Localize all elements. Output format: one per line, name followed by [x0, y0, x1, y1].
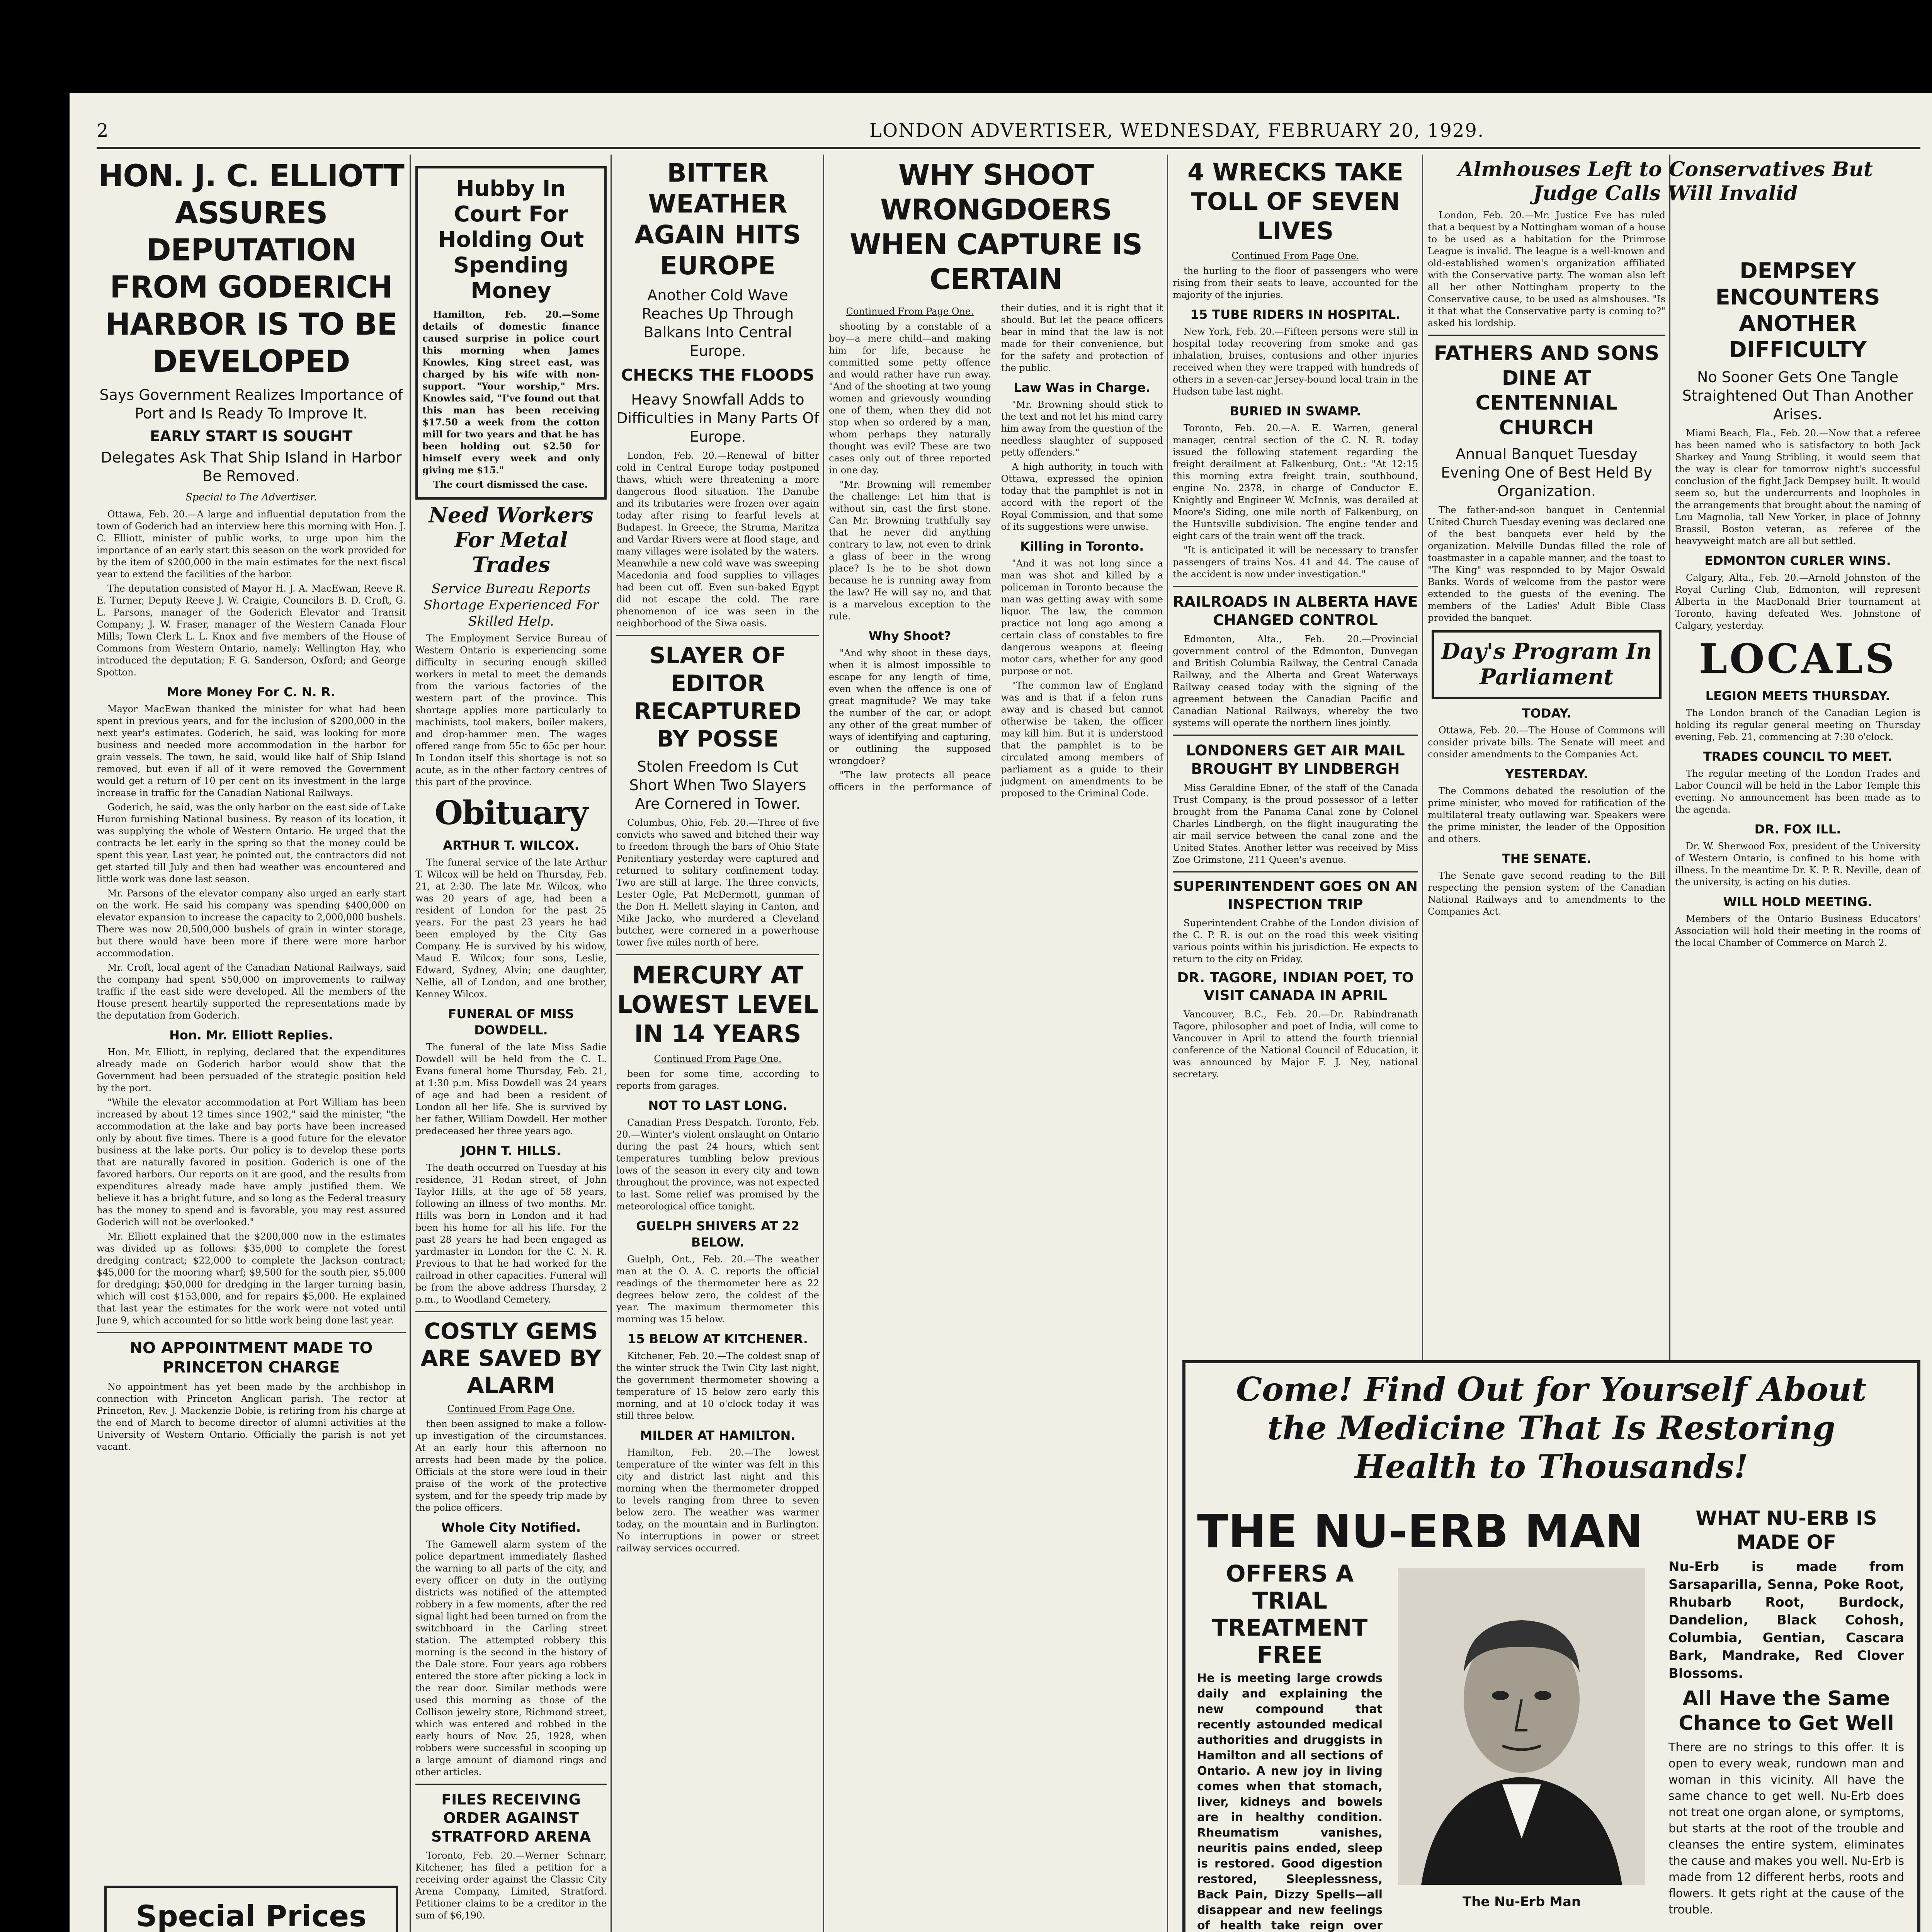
elliott-deck: Says Government Realizes Importance of Port and Is Ready To Improve It.: [99, 386, 403, 422]
masthead-rule: [97, 147, 1920, 149]
mercury-headline: MERCURY AT LOWEST LEVEL IN 14 YEARS: [617, 961, 818, 1048]
article-paragraph: Hamilton, Feb. 20.—The lowest temperature of the winter was felt in this city and district last night and this morning when the thermometer dropped to levels ranging from three to seven below zero. The weather was warmer today, on the mountain and in Burlington. No interruptions in power or street railway services occurred.: [616, 1447, 819, 1554]
subhead: TRADES COUNCIL TO MEET.: [1703, 749, 1893, 764]
divider: [1173, 871, 1418, 872]
column-rule: [1167, 155, 1168, 1932]
wrecks-headline: 4 WRECKS TAKE TOLL OF SEVEN LIVES: [1187, 158, 1403, 245]
article-paragraph: Toronto, Feb. 20.—A. E. Warren, general manager, central section of the C. N. R. today issued the following statement regarding the freight derailment at Falkenburg, Ont.: "At 12:15 this morning extra freight train, southbound, engine No. 2378, in charge of Conductor E. Knightly and Engineer W. McInnis, was derailed at Moore's Siding, one mile north of Falkenburg, on the Huntsville subdivision. The engine tender and eight cars of the train went off the track.: [1173, 423, 1418, 541]
shoot-article: [829, 302, 1163, 799]
subhead: 15 BELOW AT KITCHENER.: [628, 1332, 808, 1346]
page-number: 2: [97, 120, 109, 141]
article-paragraph: Toronto, Feb. 20.—Werner Schnarr, Kitchener, has filed a petition for a receiving order against the Classic City Arena Company, Limited, Stratford. Petitioner claims to be a creditor in the sum of $6,190.: [415, 1850, 607, 1921]
divider: [415, 1311, 607, 1312]
masthead: [97, 120, 1920, 143]
nuerb-right-body: There are no strings to this offer. It is open to every weak, rundown man and woman in this vicinity. All have the same chance to get well. Nu-Erb does not treat one organ alone, or symptoms, but starts at the root of the trouble and cleanses the entire system, eliminates the cause and makes you well. Nu-Erb is made from 12 different herbs, roots and flowers. It gets right at the cause of the trouble.: [1668, 1741, 1904, 1917]
article-paragraph: London, Feb. 20.—Renewal of bitter cold in Central Europe today postponed thaws, which were threatening a more dangerous flood situation. The Danube and its tributaries were frozen over again today after rising to fearful levels at Budapest. In Greece, the Struma, Maritza and Vardar Rivers were at flood stage, and many villages were isolated by the waters. Meanwhile a new cold wave was sweeping Macedonia and food supplies to villages had been cut off. Even sun-baked Egypt did not escape the cold. The rare phenomenon of ice was seen in the neighborhood of the Siwa oasis.: [616, 450, 819, 629]
article-paragraph: Hon. Mr. Elliott, in replying, declared that the expenditures already made on Goderich harbor would show that the Government had been persuaded of the strategic position held by the port.: [97, 1047, 406, 1094]
article-paragraph: "Mr. Browning should stick to the text and not let his mind carry him away from the question of the needless slaughter of supposed petty offenders.": [1001, 399, 1163, 458]
divider: [1173, 735, 1418, 736]
article-paragraph: The funeral service of the late Arthur T. Wilcox will be held on Thursday, Feb. 21, at 2:30. The late Mr. Wilcox, who was 20 years of age, had been a resident of London for the past 25 years. For the past 23 years he had been employed by the City Gas Company. He is survived by his widow, Maud E. Wilcox; four sons, Leslie, Edward, Sydney, Alvin; one daughter, Nellie, all of London, and one brother, Kenney Wilcox.: [415, 857, 607, 1000]
nuerb-headline: Come! Find Out for Yourself About the Medicine That Is Restoring Health to Thousands!: [1236, 1370, 1867, 1486]
elliott-deck-3: Delegates Ask That Ship Island in Harbor Be Removed.: [100, 449, 402, 485]
article-paragraph: Mayor MacEwan thanked the minister for what had been spent in previous years, and for the inclusion of $200,000 in the next year's estimates. Goderich, he said, was looking for more business and needed more accommodation in the harbor for grain vessels. The town, he said, would like half of Ship Island removed, but even if all of it were removed the Government would get a return of 10 per cent on its investment in the large increase in traffic for the Canadian National Railways.: [97, 704, 406, 798]
workers-deck: Service Bureau Reports Shortage Experienced For Skilled Help.: [423, 581, 599, 629]
article-paragraph: The death occurred on Tuesday at his residence, 31 Redan street, of John Taylor Hills, at the age of 58 years, following an illness of two months. Mr. Hills was born in London and it had been his home for all his life. For the past 28 years he had been engaged as yardmaster in London for the C. N. R. Previous to that he had worked for the railroad in other capacities. Funeral will be from the above address Thursday, 2 p.m., to Woodland Cemetery.: [415, 1162, 607, 1305]
air-mail-headline: LONDONERS GET AIR MAIL BROUGHT BY LINDBERGH: [1186, 742, 1405, 777]
subhead: TODAY.: [1522, 706, 1571, 721]
article-paragraph: No appointment has yet been made by the archbishop in connection with Princeton Anglican parish. The rector at Princeton, Rev. J. Mackenzie Dobie, is retiring from his charge at the end of March to become director of alumni activities at the University of Western Ontario. Officially the parish is not yet vacant.: [97, 1381, 406, 1452]
subhead: YESTERDAY.: [1505, 767, 1588, 781]
article-paragraph: Miami Beach, Fla., Feb. 20.—Now that a referee has been named who is satisfactory to both Jack Sharkey and Young Stribling, it would seem that the way is clear for tomorrow night's successful conclusion of the fight Jack Dempsey built. It would seem so, but the undercurrents and loopholes in the arrangements that brought about the naming of Lou Magnolia, tall New Yorker, in place of Johnny Brassil, Boston veteran, as referee of the heavyweight match are all but settled.: [1675, 428, 1920, 546]
weather-headline: BITTER WEATHER AGAIN HITS EUROPE: [634, 158, 801, 281]
princeton-headline: NO APPOINTMENT MADE TO PRINCETON CHARGE: [129, 1339, 373, 1376]
article-paragraph: Superintendent Crabbe of the London division of the C. P. R. is out on the road this week visiting various points within his jurisdiction. He expects to return to the city on Friday.: [1173, 918, 1418, 964]
article-paragraph: "And it was not long since a man was shot and killed by a policeman in Toronto because the man was getting away with some liquor. The law, the common practice not long ago among a certain class of constables to fire dangerous weapons at fleeing motor cars, whether for any good purpose or not.: [1001, 558, 1163, 677]
article-paragraph: New York, Feb. 20.—Fifteen persons were still in hospital today recovering from smoke and gas inhalation, bruises, contusions and other injuries received when they were trapped with hundreds of others in a seven-car Jersey-bound local train in the Hudson tube last night.: [1173, 326, 1418, 397]
column-5: [1173, 155, 1418, 1352]
article-paragraph: Miss Geraldine Ebner, of the staff of the Canada Trust Company, is the proud possessor of a letter brought from the Panama Canal zone by Colonel Charles Lindbergh, on the flight inaugurating the air mail service between the canal zone and the United States. Another letter was received by Miss Zoe Grimstone, 211 Queen's avenue.: [1173, 782, 1418, 865]
subhead: DR. FOX ILL.: [1754, 822, 1841, 837]
divider: [97, 1332, 406, 1333]
portrait-image: [1398, 1568, 1645, 1885]
column-1: [97, 155, 406, 1932]
nuerb-offer: OFFERS A TRIAL TREATMENT FREE: [1212, 1560, 1368, 1668]
hubby-box: [415, 166, 607, 500]
subhead: 15 TUBE RIDERS IN HOSPITAL.: [1190, 307, 1401, 322]
article-paragraph: Dr. W. Sherwood Fox, president of the University of Western Ontario, is confined to his home with illness. In the meantime Dr. K. P. R. Neville, dean of the university, is acting on his duties.: [1675, 841, 1920, 888]
rail-headline: RAILROADS IN ALBERTA HAVE CHANGED CONTROL: [1173, 593, 1418, 629]
running-head: LONDON ADVERTISER, WEDNESDAY, FEBRUARY 20, 1929.: [869, 120, 1485, 141]
obit-head: FUNERAL OF MISS DOWDELL.: [448, 1007, 574, 1037]
nuerb-right-head: WHAT NU-ERB IS MADE OF: [1696, 1507, 1877, 1553]
workers-headline: Need Workers For Metal Trades: [429, 503, 594, 577]
column-4: [829, 155, 1163, 1932]
locals-title: LOCALS: [1699, 635, 1897, 682]
continued-line: Continued From Page One.: [846, 306, 974, 317]
column-rule: [410, 155, 411, 1932]
obituary-title: Obituary: [434, 794, 588, 832]
weather-deck-2: CHECKS THE FLOODS: [621, 366, 815, 384]
program-headline: Day's Program In Parliament: [1441, 639, 1652, 690]
subhead: GUELPH SHIVERS AT 22 BELOW.: [636, 1219, 799, 1250]
program-box: [1432, 630, 1662, 699]
fathers-deck: Annual Banquet Tuesday Evening One of Best Held By Organization.: [1441, 446, 1652, 500]
article-paragraph: then been assigned to make a follow-up investigation of the circumstances. At an early hour this afternoon no arrests had been made by the police. Officials at the store were loud in their praise of the work of the protective system, and for the speedy trip made by the police officers.: [415, 1418, 607, 1513]
article-paragraph: The London branch of the Canadian Legion is holding its regular general meeting on Thursday evening, Feb. 21, commencing at 7:30 o'clock.: [1675, 707, 1920, 742]
nuerb-name: THE NU-ERB MAN: [1197, 1505, 1643, 1558]
article-paragraph: "The common law of England was and is that if a felon runs away and is chased but cannot otherwise be taken, the officer may kill him. But it is understood that the pamphlet is to be circulated among members of parliament as a guide to their judgment on amendments to be proposed to the Criminal Code.: [1001, 680, 1163, 799]
article-paragraph: "And why shoot in these days, when it is almost impossible to escape for any length of time, even when the offence is one of great magnitude? We may take the number of the car, or adopt any other of the great number of ways of identifying and capturing, or outlining the supposed wrongdoer?: [829, 648, 991, 766]
article-paragraph: Members of the Ontario Business Educators' Association will hold their meeting in the rooms of the local Chamber of Commerce on March 2.: [1675, 913, 1920, 948]
subhead: More Money For C. N. R.: [167, 685, 336, 699]
subhead: Hon. Mr. Elliott Replies.: [169, 1028, 333, 1043]
almhouses-headline: Almhouses Left to Conservatives But Judge Calls Will Invalid: [1458, 158, 1873, 205]
continued-line: Continued From Page One.: [447, 1403, 575, 1414]
article-paragraph: The Employment Service Bureau of Western Ontario is experiencing some difficulty in securing enough skilled workers in metal to meet the demands from the various factories of the western part of the province. This shortage applies more particularly to machinists, tool makers, boiler makers, and drop-hammer men. The wages offered range from 55c to 65c per hour. In London itself this shortage is not so acute, as in the other factory centres of this part of the province.: [415, 633, 607, 787]
article-paragraph: The court dismissed the case.: [433, 479, 588, 490]
column-rule: [823, 155, 824, 1932]
plumbing-ad: [104, 1886, 398, 1932]
files-headline: FILES RECEIVING ORDER AGAINST STRATFORD ARENA: [431, 1791, 591, 1845]
subhead: BURIED IN SWAMP.: [1230, 404, 1361, 418]
nuerb-left: [1197, 1502, 1653, 1932]
article-paragraph: Calgary, Alta., Feb. 20.—Arnold Johnston of the Royal Curling Club, Edmonton, will represent Alberta in the MacDonald Brier tournament at Toronto, having defeated Wes. Johnstone of Calgary, yesterday.: [1675, 572, 1920, 631]
article-paragraph: "It is anticipated it will be necessary to transfer passengers of trains Nos. 41 and 44. The cause of the accident is now under investigation.": [1173, 545, 1418, 580]
continued-line: Continued From Page One.: [1231, 250, 1359, 261]
article-paragraph: The father-and-son banquet in Centennial United Church Tuesday evening was declared one of the best banquets ever held by the organization. Melville Dundas filled the role of toastmaster in a capable manner, and the toast to "The King" was responded to by Major Oswald Banks. Words of welcome from the pastor were extended to the guests of the evening. The members of the Ladies' Adult Bible Class provided the banquet.: [1428, 505, 1665, 623]
article-paragraph: Columbus, Ohio, Feb. 20.—Three of five convicts who sawed and bitched their way to freedom through the bars of Ohio State Penitentiary yesterday were captured and returned to solitary confinement today. Two are still at large. The three convicts, Lester Ogle, Pat McDermott, gunman of the Don H. Mellett slaying in Canton, and Mike Jacko, who murdered a Cleveland butcher, were cornered in a powerhouse tower five miles north of here.: [616, 817, 819, 948]
slayer-headline: SLAYER OF EDITOR RECAPTURED BY POSSE: [634, 642, 802, 752]
article-paragraph: Vancouver, B.C., Feb. 20.—Dr. Rabindranath Tagore, philosopher and poet of India, will come to Vancouver in April to attend the fourth triennial conference of the National Council of Education, it was announced by Major F. J. Ney, national secretary.: [1173, 1009, 1418, 1080]
article-paragraph: Kitchener, Feb. 20.—The coldest snap of the winter struck the Twin City last night, the government thermometer showing a temperature of 15 below zero early this morning, and at 10 o'clock today it was still three below.: [616, 1350, 819, 1421]
obit-head: ARTHUR T. WILCOX.: [443, 838, 579, 853]
fathers-headline: FATHERS AND SONS DINE AT CENTENNIAL CHURCH: [1434, 342, 1660, 439]
slayer-deck: Stolen Freedom Is Cut Short When Two Slayers Are Cornered in Tower.: [629, 758, 806, 812]
hubby-headline: Hubby In Court For Holding Out Spending Money: [438, 176, 584, 303]
article-paragraph: Hamilton, Feb. 20.—Some details of domestic finance caused surprise in police court this morning when James Knowles, King street east, was charged by his wife with non-support. "Your worship," Mrs. Knowles said, "I've found out that this man has been receiving $17.50 a week from the cotton mill for two years and that he has been holding out $2.50 for himself every week and only giving me $15.": [422, 309, 600, 476]
nuerb-left-body: He is meeting large crowds daily and explaining the new compound that recently astounded medical authorities and druggists in Hamilton and all sections of Ontario. A new joy in living comes when that stomach, liver, kidneys and bowels are in healthy condition. Rheumatism vanishes, neuritis pains ended, sleep is restored. Good digestion restored, Sleeplessness, Back Pain, Dizzy Spells—all disappear and new feelings of health take reign over: [1197, 1672, 1383, 1932]
gems-headline: COSTLY GEMS ARE SAVED BY ALARM: [420, 1318, 602, 1398]
article-paragraph: Ottawa, Feb. 20.—The House of Commons will consider private bills. The Senate will meet and consider amendments to the Companies Act.: [1428, 725, 1665, 760]
article-paragraph: Guelph, Ont., Feb. 20.—The weather man at the O. A. C. reports the official readings of the thermometer here as 22 degrees below zero, the coldest of the year. The maximum thermometer this morning was 15 below.: [616, 1254, 819, 1325]
byline: Special to The Advertiser.: [185, 492, 317, 503]
article-paragraph: The deputation consisted of Mayor H. J. A. MacEwan, Reeve R. E. Turner, Deputy Reeve J. W. Craigie, Councilors B. D. Croft, G. L. Parsons, manager of the Goderich Elevator and Transit Company; J. W. Fraser, manager of the Western Canada Flour Mills; Town Clerk L. L. Knox and five members of the House of Commons from Western Ontario, namely: Wellington Hay, who introduced the deputation; F. G. Sanderson, Oxford; and George Spotton.: [97, 583, 406, 678]
article-paragraph: Mr. Parsons of the elevator company also urged an early start on the work. He said his company was spending $400,000 on elevator expansion to increase the capacity to 2,000,000 bushels. There was now 20,500,000 bushels of grain in winter storage, but there would have been more if there were more harbor accommodation.: [97, 888, 406, 959]
continued-line: Continued From Page One.: [654, 1053, 782, 1064]
article-paragraph: London, Feb. 20.—Mr. Justice Eve has ruled that a bequest by a Nottingham woman of a house to be used as a habitation for the Primrose League is invalid. The league is a well-known and old-established women's organization affiliated with the Conservative party. The woman also left all her other Nottingham property to the Conservative cause, to be used as almshouses. "Is it that what the Conservative party is coming to?" asked his lordship.: [1428, 210, 1665, 328]
weather-deck: Another Cold Wave Reaches Up Through Balkans Into Central Europe.: [641, 287, 794, 359]
subhead: EDMONTON CURLER WINS.: [1704, 553, 1891, 568]
article-paragraph: A high authority, in touch with Ottawa, expressed the opinion today that the pamphlet is not in accord with the report of the Royal Commission, and that some of its suggestions were unwise.: [1001, 461, 1163, 532]
subhead: Why Shoot?: [868, 629, 951, 643]
article-paragraph: Ottawa, Feb. 20.—A large and influential deputation from the town of Goderich had an interview here this morning with Hon. J. C. Elliott, minister of public works, to urge upon him the importance of an early start this season on the work provided for by the item of $200,000 in the main estimates for the next fiscal year to extend the facilities of the harbor.: [97, 509, 406, 580]
nuerb-ingredients: Nu-Erb is made from Sarsaparilla, Senna, Poke Root, Rhubarb Root, Burdock, Dandelion, Black Cohosh, Columbia, Gentian, Cascara Bark, Mandrake, Red Clover Blossoms.: [1668, 1559, 1904, 1681]
subhead: NOT TO LAST LONG.: [648, 1098, 787, 1113]
article-paragraph: shooting by a constable of a boy—a mere child—and making him for life, because he committed some petty offence and would rather have run away. "And of the shooting at two young women and grievously wounding one of them, when they did not stop when so ordered by a man, whom perhaps they naturally thought was evil? These are two cases only out of three reported in one day.: [829, 321, 991, 476]
nuerb-left-text: [1197, 1560, 1383, 1932]
divider: [616, 954, 819, 955]
dempsey-deck: No Sooner Gets One Tangle Straightened Out Than Another Arises.: [1682, 369, 1913, 423]
column-rule: [611, 155, 612, 1932]
subhead: LEGION MEETS THURSDAY.: [1705, 689, 1890, 703]
divider: [616, 635, 819, 636]
article-paragraph: the hurling to the floor of passengers who were rising from their seats to leave, accounted for the majority of the injuries.: [1173, 265, 1418, 300]
subhead: Law Was in Charge.: [1014, 380, 1151, 395]
subhead: THE SENATE.: [1502, 851, 1592, 866]
elliott-headline: HON. J. C. ELLIOTT ASSURES DEPUTATION FROM GODERICH HARBOR IS TO BE DEVELOPED: [98, 159, 404, 379]
article-paragraph: "Mr. Browning will remember the challenge: Let him that is without sin, cast the first stone. Can Mr. Browning truthfully say that he never did anything contrary to law, not even to drink a glass of beer in the wrong place? Is he to be shot down because he is running away from the law? He will say no, and that is a marvelous exception to the rule.: [829, 479, 991, 622]
article-paragraph: The regular meeting of the London Trades and Labor Council will be held in the Labor Temple this evening. No announcement has been made as to the agenda.: [1675, 768, 1920, 815]
newspaper-sheet: [70, 93, 1932, 1932]
article-paragraph: The Gamewell alarm system of the police department immediately flashed the warning to all parts of the city, and every officer on duty in the outlying districts was notified of the attempted robbery in a few moments, after the red signal light had been turned on from the switchboard in the Carling street station. The attempted robbery this morning is the second in the history of the Dale store. Four years ago robbers entered the store after picking a lock in the rear door. Similar methods were used this morning as those of the Collison jewelry store, Richmond street, which was entered and robbed in the early hours of Nov. 25, 1928, when robbers were successful in scooping up a large amount of diamond rings and other articles.: [415, 1539, 607, 1777]
article-paragraph: The funeral of the late Miss Sadie Dowdell will be held from the C. L. Evans funeral home Thursday, Feb. 21, at 1:30 p.m. Miss Dowdell was 24 years of age and had been a resident of London all her life. She is survived by her father, William Dowdell. Her mother predeceased her three years ago.: [415, 1042, 607, 1136]
subhead: MILDER AT HAMILTON.: [640, 1428, 796, 1443]
article-paragraph: Mr. Croft, local agent of the Canadian National Railways, said the company had spent $50,000 on improvements to railway traffic if the east side were developed. All the members of the House present heartily supported the representations made by the deputation from Goderich.: [97, 962, 406, 1021]
elliott-deck-2: EARLY START IS SOUGHT: [150, 428, 353, 445]
divider: [1428, 335, 1665, 336]
subhead: Whole City Notified.: [441, 1520, 581, 1535]
tagore-headline: DR. TAGORE, INDIAN POET, TO VISIT CANADA IN APRIL: [1177, 970, 1414, 1003]
subhead: Killing in Toronto.: [1020, 539, 1144, 554]
superintendent-headline: SUPERINTENDENT GOES ON AN INSPECTION TRIP: [1173, 879, 1418, 912]
divider: [1173, 586, 1418, 587]
nuerb-ad: [1182, 1360, 1920, 1932]
divider: [415, 1784, 607, 1785]
article-paragraph: Mr. Elliott explained that the $200,000 now in the estimates was divided up as follows: $35,000 to complete the forest dredging contract; $22,000 to complete the Jackson contract; $45,000 for the mooring wharf; $9,500 for the south pier, $5,000 for dredging; $50,000 for dredging in the larger turning basin, which will cost $153,000, and for repairs $5,000. He explained that last year the estimates for the work were not voted until June 9, which accounted for so little work being done last year.: [97, 1231, 406, 1326]
subhead: WILL HOLD MEETING.: [1723, 895, 1872, 909]
obit-head: JOHN T. HILLS.: [461, 1143, 561, 1158]
nuerb-right-head-2: All Have the Same Chance to Get Well: [1679, 1687, 1894, 1735]
portrait-caption: The Nu-Erb Man: [1462, 1894, 1581, 1910]
nuerb-portrait-frame: [1398, 1568, 1645, 1916]
column-3: [616, 155, 819, 1932]
article-paragraph: The Commons debated the resolution of the prime minister, who moved for ratification of the multilateral treaty outlawing war. Speakers were the prime minister, the leader of the Opposition and others.: [1428, 786, 1665, 844]
ad-title: Special Prices: [136, 1899, 367, 1932]
column-7: [1675, 255, 1920, 1352]
article-paragraph: been for some time, according to reports from garages.: [616, 1068, 819, 1091]
article-paragraph: "While the elevator accommodation at Port William has been increased by about 12 times since 1902," said the minister, "the accommodation at the lake and bay ports have been increased only by about five times. There is a good future for the elevator business at the lake ports. Our policy is to develop these ports that are naturally favored in position. Goderich is one of the favored harbors. Our reports on it are good, and the results from expenditures already made have amply justified them. We believe it has a bright future, and so long as the Federal treasury has the money to spend and is favorable, you may rest assured Goderich will not be overlooked.": [97, 1097, 406, 1228]
article-paragraph: The Senate gave second reading to the Bill respecting the pension system of the Canadian National Railways and to amendments to the Companies Act.: [1428, 870, 1665, 917]
column-2: [415, 155, 607, 1932]
weather-deck-3: Heavy Snowfall Adds to Difficulties in Many Parts Of Europe.: [616, 391, 819, 445]
dempsey-headline: DEMPSEY ENCOUNTERS ANOTHER DIFFICULTY: [1715, 259, 1880, 362]
article-paragraph: "The law protects all peace officers in the performance of their duties, and it is right that it should. But let the peace officers bear in mind that the law is not made for their convenience, but for the safety and protection of the public.: [829, 303, 1163, 793]
shoot-headline: WHY SHOOT WRONGDOERS WHEN CAPTURE IS CERTAIN: [849, 158, 1143, 296]
article-paragraph: Goderich, he said, was the only harbor on the east side of Lake Huron furnishing National business. By reason of its location, it was supplying the whole of Western Ontario. He urged that the contracts be let early in the spring so that the money could be spent this year. Last year, he pointed out, the contractors did not get started till July and then bad weather was encountered and little work was done last season.: [97, 802, 406, 884]
article-paragraph: Canadian Press Despatch. Toronto, Feb. 20.—Winter's violent onslaught on Ontario during the past 24 hours, which sent temperatures tumbling below previous lows of the season in every city and town throughout the province, was not expected to last. Some relief was promised by the meteorological office tonight.: [616, 1117, 819, 1212]
nuerb-right: [1665, 1502, 1908, 1932]
article-paragraph: Edmonton, Alta., Feb. 20.—Provincial government control of the Edmonton, Dunvegan and British Columbia Railway, the Central Canada Railway, and the Alberta and Great Waterways Railway ceased today with the signing of the agreement between the Canadian Pacific and Canadian National Railways, whereby the two systems will operate the northern lines jointly.: [1173, 634, 1418, 728]
